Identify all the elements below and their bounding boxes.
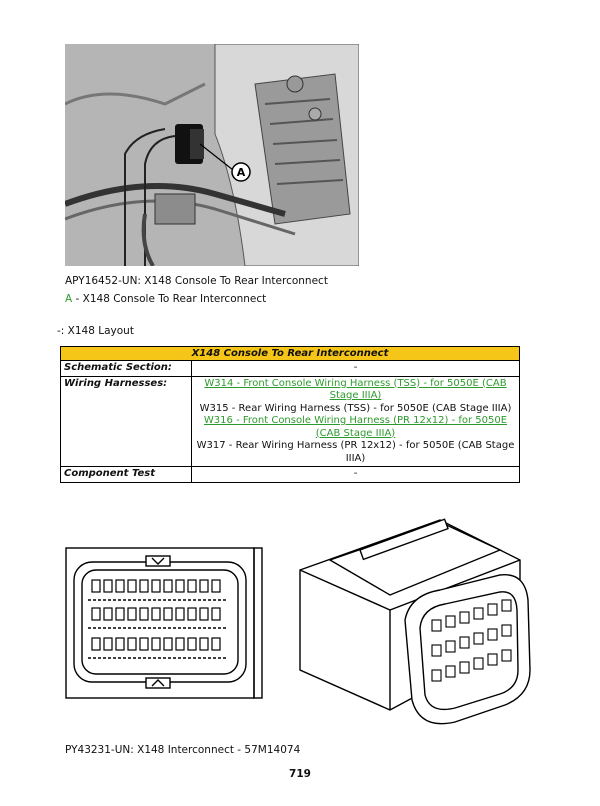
connector-front-view [66, 548, 262, 698]
connector-caption: PY43231-UN: X148 Interconnect - 57M14074 [65, 744, 301, 756]
row-label: Schematic Section: [61, 361, 192, 377]
connector-info-table [60, 346, 520, 483]
photo-legend [65, 293, 266, 305]
table-title: X148 Console To Rear Interconnect [61, 347, 520, 361]
connector-drawing [60, 500, 540, 744]
harness-list [192, 376, 520, 467]
legend-letter: A [65, 293, 73, 305]
row-value: - [192, 361, 520, 377]
photo-caption: APY16452-UN: X148 Console To Rear Interconnect [65, 275, 328, 287]
callout-letter: A [236, 166, 246, 179]
row-label: Wiring Harnesses: [61, 376, 192, 467]
table-row [61, 467, 520, 483]
connector-iso-view [300, 519, 530, 723]
harness-link-w314[interactable]: W314 - Front Console Wiring Harness (TSS) - for 5050E (CAB Stage IIIA) [204, 377, 507, 401]
row-value: - [192, 467, 520, 483]
table-row [61, 361, 520, 377]
row-label: Component Test [61, 467, 192, 483]
harness-w315: W315 - Rear Wiring Harness (TSS) - for 5050E (CAB Stage IIIA) [199, 402, 512, 414]
harness-link-w316[interactable]: W316 - Front Console Wiring Harness (PR 12x12) - for 5050E (CAB Stage IIIA) [203, 415, 508, 439]
page-number: 719 [289, 768, 311, 780]
connector-location-photo [65, 44, 359, 266]
harness-w317: W317 - Rear Wiring Harness (PR 12x12) - for 5050E (CAB Stage IIIA) [196, 440, 515, 464]
layout-label: -: X148 Layout [57, 325, 134, 337]
legend-text: - X148 Console To Rear Interconnect [72, 293, 267, 305]
table-row [61, 376, 520, 467]
